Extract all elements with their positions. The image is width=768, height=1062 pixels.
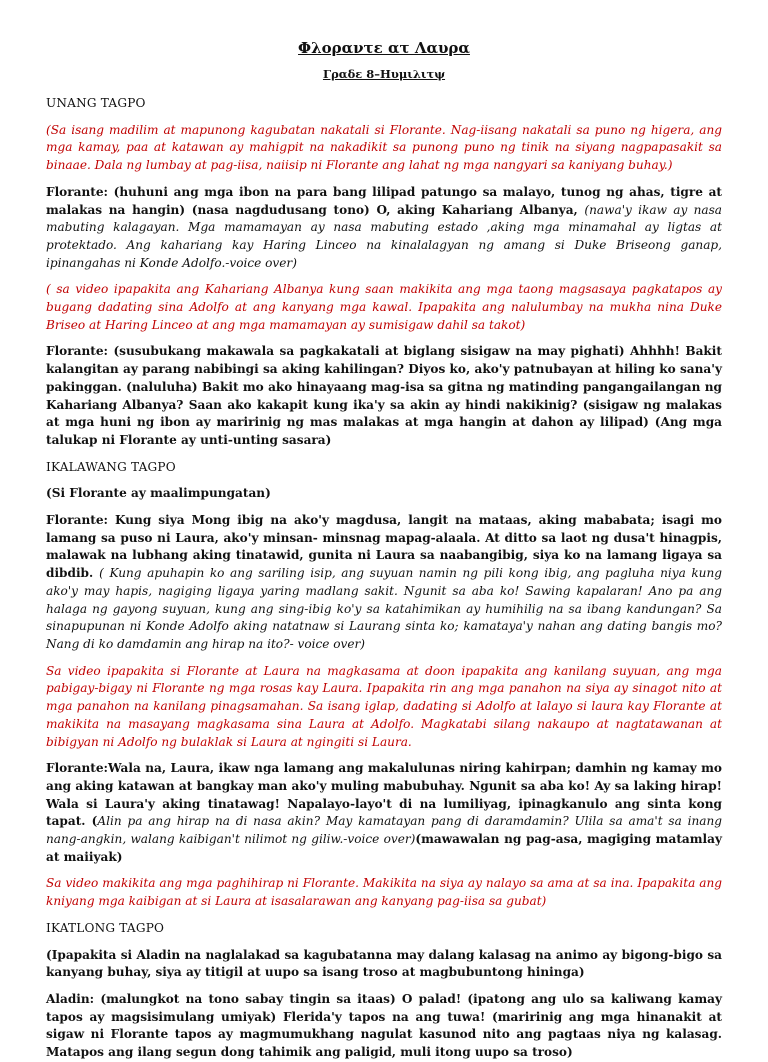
voice-over-text: (nawa'y ikaw ay nasa mabuting kalagayan. Mga mamamayan ay nasa mabuting estado ,aking mga minamahal ay ligtas at protektado. Ang kahariang kay Haring Linceo na kinalalagyan ng amang si Duke Briseong ganap, ipinangahas ni Konde Adolfo.-voice over)	[46, 202, 722, 270]
scene-3-heading: IKATLONG TAGPO	[46, 920, 165, 935]
speaker-label: Aladin:	[46, 991, 95, 1006]
scene-2-heading: IKALAWANG TAGPO	[46, 459, 176, 474]
stage-direction: (mawawalan ng pag-asa, magiging matamlay at maiiyak)	[46, 832, 722, 864]
scene-2-note: (Si Florante ay maalimpungatan)	[46, 486, 271, 501]
speaker-label: Florante:	[46, 761, 108, 776]
speaker-label: Florante:	[46, 184, 108, 199]
scene-1-direction-2: ( sa video ipapakita ang Kahariang Albanya kung saan makikita ang mga taong magsasaya pagkatapos ay bugang dadating sina Adolfo at ang kanyang mga kawal. Ipapakita ang nalulumbay na mukha nina Duke Briseo at Haring Linceo at ang mga mamamayan ay sumisigaw dahil sa takot)	[46, 282, 722, 332]
scene-1-dialogue-1	[46, 184, 722, 273]
scene-2-dialogue-2	[46, 760, 722, 866]
voice-over-text: ( Kung apuhapin ko ang sariling isip, ang suyuan namin ng pili kong ibig, ang pagluha niya kung ako'y may hapis, nagiging ligaya yaring madlang sakit. Ngunit sa aba ko! Sawing kapalaran! Ano pa ang halaga ng gayong suyuan, kung ang sing-ibig ko'y sa katahimikan ay humihilig na sa ibang kandungan? Sa sinapupunan ni Konde Adolfo aking natatnaw si Laurang sinta ko; kamataya'y nahan ang dating bangis mo? Nang di ko damdamin ang hirap na ito?- voice over)	[46, 566, 722, 651]
scene-3-dialogue-1	[46, 991, 722, 1062]
dialogue-line: (huhuni ang mga ibon na para bang lilipad patungo sa malayo, tunog ng ahas, tigre at malakas na hangin) (nasa nagdudusang tono) O, aking Kahariang Albanya,	[46, 184, 722, 217]
scene-1-direction: (Sa isang madilim at mapunong kagubatan nakatali si Florante. Nag-iisang nakatali sa puno ng higera, ang mga kamay, paa at katawan ay mahigpit na nakadikit sa punong puno ng tinik na siyang nagpapasakit sa binaae. Dala ng lumbay at pag-iisa, naiisip ni Florante ang lahat ng mga nangyari sa kaniyang buhay.)	[46, 122, 722, 173]
dialogue-line: (malungkot na tono sabay tingin sa itaas) O palad! (ipatong ang ulo sa kaliwang kamay tapos ay magsisimulang umiyak) Flerida'y tapos na ang tuwa! (maririnig ang mga hinanakit at sigaw ni Florante tapos ay magmumukhang nagulat kasunod nito ang pagtaas niya ng kalasag. Matapos ang ilang segun dong tahimik ang paligid, muli itong uupo sa troso)	[46, 991, 722, 1060]
speaker-label: Florante:	[46, 344, 108, 359]
speaker-label: Florante:	[46, 513, 108, 528]
page-subtitle: Γραδε 8–Ηυμιλιτψ	[322, 67, 446, 81]
scene-1-heading: UNANG TAGPO	[46, 96, 146, 110]
scene-2-direction-2: Sa video makikita ang mga paghihirap ni Florante. Makikita na siya ay nalayo sa ama at sa ina. Ipapakita ang kniyang mga kaibigan at si Laura at isasalarawan ang kanyang pag-iisa sa gubat)	[46, 876, 722, 909]
dialogue-line: Kung siya Mong ibig na ako'y magdusa, langit na mataas, aking mababata; isagi mo lamang sa puso ni Laura, ako'y minsan- minsnag mapag-alaala. At ditto sa laot ng dusa't hinagpis, malawak na lubhang aking tinatawid, gunita ni Laura sa naabangibig, siya ko na lamang ligaya sa dibdib.	[46, 513, 722, 581]
scene-1-dialogue-2	[46, 343, 722, 449]
dialogue-line: Wala na, Laura, ikaw nga lamang ang makalulunas niring kahirpan; damhin ng kamay mo ang aking katawan at bangkay man ako'y muling mabubuhay. Ngunit sa aba ko! Ay sa laking hirap! Wala si Laura'y aking tinatawag! Napalayo-layo't di na lumiliyag, ipinagkanulo ang sinta kong tapat. (	[46, 761, 722, 829]
page-title: Φλοραντε ατ Λαυρα	[298, 39, 470, 57]
scene-3-direction: (Ipapakita si Aladin na naglalakad sa kagubatanna may dalang kalasag na animo ay bigong-bigo sa kanyang buhay, siya ay titigil at uupo sa isang troso at magbubuntong hininga)	[46, 947, 722, 980]
voice-over-text: Alin pa ang hirap na di nasa akin? May kamatayan pang di daramdamin? Ulila sa ama't sa inang nang-angkin, walang kaibigan't nilimot ng giliw.-voice over)	[46, 814, 722, 847]
scene-2-direction: Sa video ipapakita si Florante at Laura na magkasama at doon ipapakita ang kanilang suyuan, ang mga pabigay-bigay ni Florante ng mga rosas kay Laura. Ipapakita rin ang mga panahon na siya ay sinagot nito at mga panahon na kanilang pinagsamahan. Sa isang iglap, dadating si Adolfo at lalayo si laura kay Florante at makikita na masayang magkasama sina Laura at Adolfo. Magkatabi silang nakaupo at nagtatawanan at bibigyan ni Adolfo ng bulaklak si Laura at ngingiti si Laura.	[46, 663, 722, 749]
scene-2-dialogue-1	[46, 512, 722, 654]
dialogue-line: (susubukang makawala sa pagkakatali at biglang sisigaw na may pighati) Ahhhh! Bakit kalangitan ay parang nabibingi sa aking kahilingan? Diyos ko, ako'y patnubayan at hiling ko sana'y pakinggan. (naluluha) Bakit mo ako hinayaang mag-isa sa gitna ng matinding pangangailangan ng Kahariang Albanya? Saan ako kakapit kung ika'y sa akin ay hindi nakikinig? (sisigaw ng malakas at mga huni ng ibon ay maririnig ng mas malakas at mga hangin at dahon ay lilipad) (Ang mga talukap ni Florante ay unti-unting sasara)	[46, 344, 722, 447]
